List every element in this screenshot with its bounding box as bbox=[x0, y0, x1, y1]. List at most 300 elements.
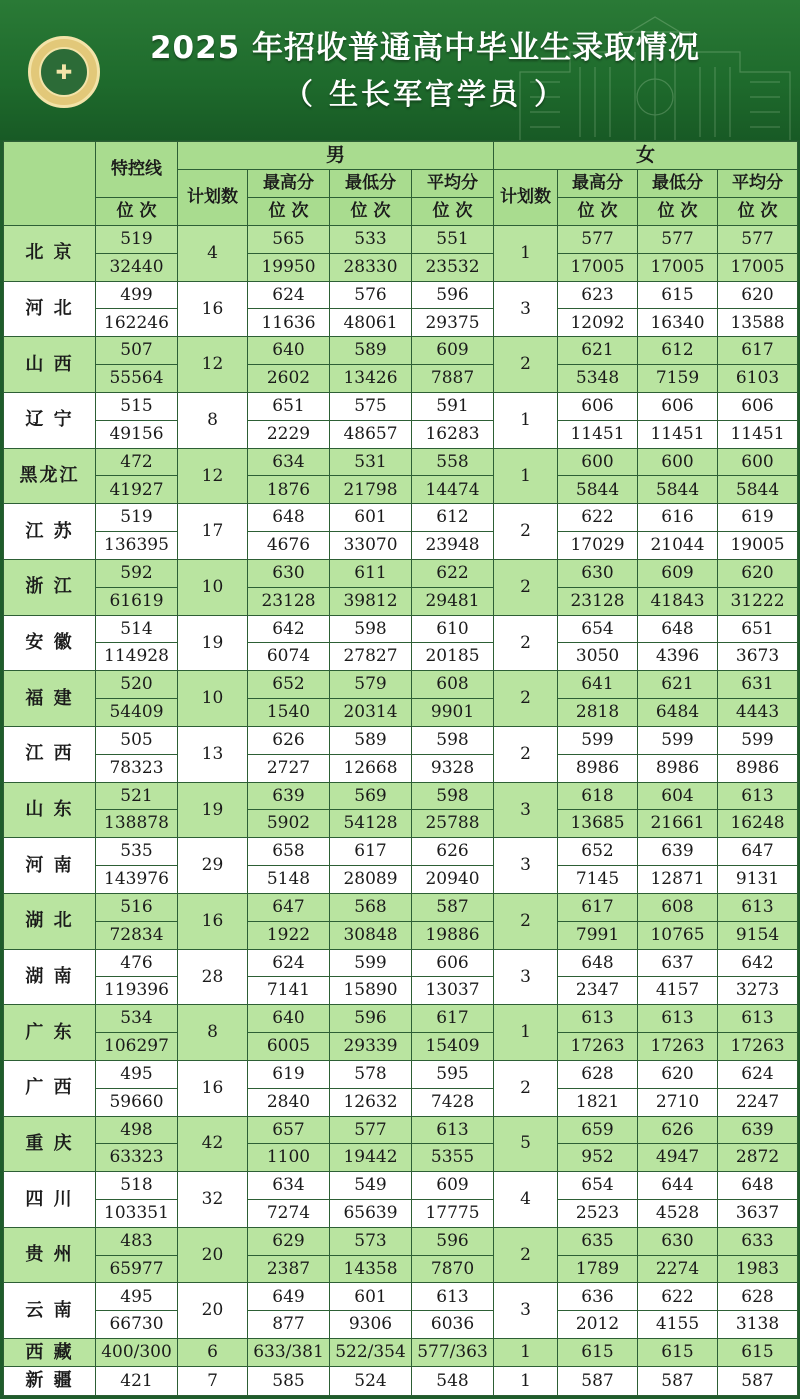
table-row-rank bbox=[4, 309, 798, 337]
male-min-cell: 577 bbox=[330, 1116, 412, 1144]
male-avg-rank-cell: 20185 bbox=[412, 643, 494, 671]
female-plan-cell: 3 bbox=[494, 281, 558, 337]
header bbox=[0, 0, 800, 140]
male-avg-rank-cell: 9328 bbox=[412, 754, 494, 782]
header-male-avg-rank: 位 次 bbox=[412, 198, 494, 226]
special-line-rank-cell: 138878 bbox=[96, 810, 178, 838]
female-plan-cell: 2 bbox=[494, 1227, 558, 1283]
female-max-rank-cell: 17029 bbox=[558, 532, 638, 560]
male-min-cell: 601 bbox=[330, 1283, 412, 1311]
female-max-cell: 648 bbox=[558, 949, 638, 977]
male-avg-cell: 558 bbox=[412, 448, 494, 476]
header-male-max: 最高分 bbox=[248, 170, 330, 198]
special-line-rank-cell: 41927 bbox=[96, 476, 178, 504]
male-plan-cell: 17 bbox=[178, 504, 248, 560]
province-cell: 西 藏 bbox=[4, 1339, 96, 1367]
admission-table-container bbox=[3, 141, 797, 1396]
female-min-rank-cell: 10765 bbox=[638, 921, 718, 949]
female-min-cell: 615 bbox=[638, 281, 718, 309]
female-min-rank-cell: 16340 bbox=[638, 309, 718, 337]
table-row-rank bbox=[4, 420, 798, 448]
male-max-cell: 634 bbox=[248, 1172, 330, 1200]
male-avg-rank-cell: 5355 bbox=[412, 1144, 494, 1172]
female-max-rank-cell: 7145 bbox=[558, 866, 638, 894]
province-cell: 湖 北 bbox=[4, 893, 96, 949]
male-plan-cell: 32 bbox=[178, 1172, 248, 1228]
table-row bbox=[4, 281, 798, 309]
special-line-rank-cell: 106297 bbox=[96, 1033, 178, 1061]
province-cell: 福 建 bbox=[4, 671, 96, 727]
header-male-plan: 计划数 bbox=[178, 170, 248, 226]
female-avg-rank-cell: 6103 bbox=[718, 365, 798, 393]
header-female: 女 bbox=[494, 142, 798, 170]
male-min-rank-cell: 21798 bbox=[330, 476, 412, 504]
female-min-cell: 613 bbox=[638, 1005, 718, 1033]
female-avg-rank-cell: 8986 bbox=[718, 754, 798, 782]
female-plan-cell: 3 bbox=[494, 949, 558, 1005]
header-male-min: 最低分 bbox=[330, 170, 412, 198]
male-min-rank-cell: 9306 bbox=[330, 1311, 412, 1339]
female-max-rank-cell: 17005 bbox=[558, 253, 638, 281]
male-max-rank-cell: 2727 bbox=[248, 754, 330, 782]
male-max-rank-cell: 1876 bbox=[248, 476, 330, 504]
male-plan-cell: 7 bbox=[178, 1367, 248, 1396]
province-cell: 江 苏 bbox=[4, 504, 96, 560]
province-cell: 浙 江 bbox=[4, 559, 96, 615]
table-row bbox=[4, 949, 798, 977]
female-avg-rank-cell: 1983 bbox=[718, 1255, 798, 1283]
table-row bbox=[4, 726, 798, 754]
province-cell: 江 西 bbox=[4, 726, 96, 782]
header-corner bbox=[4, 142, 96, 226]
female-max-cell: 599 bbox=[558, 726, 638, 754]
province-cell: 安 徽 bbox=[4, 615, 96, 671]
special-line-rank-cell: 78323 bbox=[96, 754, 178, 782]
province-cell: 四 川 bbox=[4, 1172, 96, 1228]
female-max-rank-cell: 2347 bbox=[558, 977, 638, 1005]
female-min-cell: 639 bbox=[638, 838, 718, 866]
header-male-min-rank: 位 次 bbox=[330, 198, 412, 226]
male-avg-rank-cell: 20940 bbox=[412, 866, 494, 894]
table-row-rank bbox=[4, 643, 798, 671]
male-plan-cell: 19 bbox=[178, 782, 248, 838]
province-cell: 湖 南 bbox=[4, 949, 96, 1005]
male-plan-cell: 12 bbox=[178, 337, 248, 393]
male-avg-rank-cell: 17775 bbox=[412, 1199, 494, 1227]
female-max-rank-cell: 23128 bbox=[558, 587, 638, 615]
female-min-rank-cell: 12871 bbox=[638, 866, 718, 894]
province-cell: 贵 州 bbox=[4, 1227, 96, 1283]
table-row-rank bbox=[4, 1199, 798, 1227]
special-line-cell: 514 bbox=[96, 615, 178, 643]
male-min-rank-cell: 48061 bbox=[330, 309, 412, 337]
male-max-rank-cell: 19950 bbox=[248, 253, 330, 281]
male-min-cell: 531 bbox=[330, 448, 412, 476]
special-line-rank-cell: 72834 bbox=[96, 921, 178, 949]
male-plan-cell: 29 bbox=[178, 838, 248, 894]
male-min-cell: 549 bbox=[330, 1172, 412, 1200]
female-max-cell: 652 bbox=[558, 838, 638, 866]
special-line-rank-cell: 119396 bbox=[96, 977, 178, 1005]
special-line-cell: 507 bbox=[96, 337, 178, 365]
male-min-cell: 599 bbox=[330, 949, 412, 977]
male-min-rank-cell: 13426 bbox=[330, 365, 412, 393]
male-min-rank-cell: 29339 bbox=[330, 1033, 412, 1061]
special-line-rank-cell: 49156 bbox=[96, 420, 178, 448]
male-plan-cell: 8 bbox=[178, 1005, 248, 1061]
female-avg-cell: 615 bbox=[718, 1339, 798, 1367]
female-plan-cell: 1 bbox=[494, 1005, 558, 1061]
female-max-cell: 606 bbox=[558, 392, 638, 420]
male-max-rank-cell: 11636 bbox=[248, 309, 330, 337]
male-max-rank-cell: 1922 bbox=[248, 921, 330, 949]
female-min-cell: 637 bbox=[638, 949, 718, 977]
female-min-rank-cell: 21044 bbox=[638, 532, 718, 560]
female-min-rank-cell: 41843 bbox=[638, 587, 718, 615]
male-max-cell: 642 bbox=[248, 615, 330, 643]
table-row-rank bbox=[4, 587, 798, 615]
male-max-cell: 629 bbox=[248, 1227, 330, 1255]
male-min-cell: 589 bbox=[330, 726, 412, 754]
male-min-rank-cell: 12668 bbox=[330, 754, 412, 782]
male-avg-rank-cell: 16283 bbox=[412, 420, 494, 448]
special-line-rank-cell: 66730 bbox=[96, 1311, 178, 1339]
table-row-rank bbox=[4, 1088, 798, 1116]
special-line-cell: 516 bbox=[96, 893, 178, 921]
table-row-rank bbox=[4, 1033, 798, 1061]
table-row bbox=[4, 1367, 798, 1396]
male-min-rank-cell: 20314 bbox=[330, 699, 412, 727]
male-max-cell: 648 bbox=[248, 504, 330, 532]
male-plan-cell: 10 bbox=[178, 559, 248, 615]
province-cell: 山 西 bbox=[4, 337, 96, 393]
university-emblem-icon: ✚ bbox=[28, 36, 100, 108]
female-avg-rank-cell: 17005 bbox=[718, 253, 798, 281]
female-plan-cell: 2 bbox=[494, 671, 558, 727]
special-line-cell: 505 bbox=[96, 726, 178, 754]
table-row-rank bbox=[4, 532, 798, 560]
male-min-cell: 617 bbox=[330, 838, 412, 866]
table-row bbox=[4, 1227, 798, 1255]
special-line-rank-cell: 143976 bbox=[96, 866, 178, 894]
female-min-rank-cell: 7159 bbox=[638, 365, 718, 393]
female-max-cell: 628 bbox=[558, 1060, 638, 1088]
male-max-cell: 647 bbox=[248, 893, 330, 921]
special-line-cell: 499 bbox=[96, 281, 178, 309]
female-min-rank-cell: 5844 bbox=[638, 476, 718, 504]
male-max-cell: 634 bbox=[248, 448, 330, 476]
female-avg-cell: 599 bbox=[718, 726, 798, 754]
female-max-cell: 654 bbox=[558, 615, 638, 643]
special-line-rank-cell: 114928 bbox=[96, 643, 178, 671]
male-plan-cell: 8 bbox=[178, 392, 248, 448]
male-min-rank-cell: 12632 bbox=[330, 1088, 412, 1116]
male-max-rank-cell: 2387 bbox=[248, 1255, 330, 1283]
male-avg-rank-cell: 23948 bbox=[412, 532, 494, 560]
province-cell: 重 庆 bbox=[4, 1116, 96, 1172]
male-avg-cell: 622 bbox=[412, 559, 494, 587]
male-min-cell: 576 bbox=[330, 281, 412, 309]
province-cell: 辽 宁 bbox=[4, 392, 96, 448]
male-min-cell: 579 bbox=[330, 671, 412, 699]
male-max-rank-cell: 23128 bbox=[248, 587, 330, 615]
female-min-cell: 622 bbox=[638, 1283, 718, 1311]
header-female-plan: 计划数 bbox=[494, 170, 558, 226]
female-max-rank-cell: 1789 bbox=[558, 1255, 638, 1283]
female-min-cell: 644 bbox=[638, 1172, 718, 1200]
female-avg-cell: 633 bbox=[718, 1227, 798, 1255]
male-min-rank-cell: 65639 bbox=[330, 1199, 412, 1227]
female-max-cell: 617 bbox=[558, 893, 638, 921]
female-plan-cell: 3 bbox=[494, 838, 558, 894]
header-male-avg: 平均分 bbox=[412, 170, 494, 198]
male-min-rank-cell: 28330 bbox=[330, 253, 412, 281]
male-avg-rank-cell: 13037 bbox=[412, 977, 494, 1005]
male-avg-cell: 595 bbox=[412, 1060, 494, 1088]
table-row-rank bbox=[4, 921, 798, 949]
female-min-rank-cell: 2710 bbox=[638, 1088, 718, 1116]
female-plan-cell: 5 bbox=[494, 1116, 558, 1172]
female-max-rank-cell: 12092 bbox=[558, 309, 638, 337]
special-line-rank-cell: 59660 bbox=[96, 1088, 178, 1116]
male-min-cell: 575 bbox=[330, 392, 412, 420]
female-plan-cell: 3 bbox=[494, 782, 558, 838]
female-avg-rank-cell: 4443 bbox=[718, 699, 798, 727]
male-max-cell: 565 bbox=[248, 226, 330, 254]
male-max-rank-cell: 6005 bbox=[248, 1033, 330, 1061]
male-min-rank-cell: 33070 bbox=[330, 532, 412, 560]
male-min-cell: 568 bbox=[330, 893, 412, 921]
female-avg-cell: 620 bbox=[718, 559, 798, 587]
female-avg-rank-cell: 13588 bbox=[718, 309, 798, 337]
table-row-rank bbox=[4, 476, 798, 504]
male-max-rank-cell: 877 bbox=[248, 1311, 330, 1339]
female-avg-cell: 642 bbox=[718, 949, 798, 977]
female-plan-cell: 2 bbox=[494, 615, 558, 671]
male-avg-cell: 587 bbox=[412, 893, 494, 921]
male-avg-cell: 609 bbox=[412, 337, 494, 365]
male-avg-cell: 613 bbox=[412, 1283, 494, 1311]
female-min-rank-cell: 6484 bbox=[638, 699, 718, 727]
female-avg-rank-cell: 3273 bbox=[718, 977, 798, 1005]
special-line-cell: 534 bbox=[96, 1005, 178, 1033]
female-avg-cell: 600 bbox=[718, 448, 798, 476]
female-max-rank-cell: 5844 bbox=[558, 476, 638, 504]
female-max-rank-cell: 5348 bbox=[558, 365, 638, 393]
male-min-cell: 598 bbox=[330, 615, 412, 643]
female-min-rank-cell: 4528 bbox=[638, 1199, 718, 1227]
female-min-rank-cell: 8986 bbox=[638, 754, 718, 782]
female-plan-cell: 3 bbox=[494, 1283, 558, 1339]
female-avg-rank-cell: 9131 bbox=[718, 866, 798, 894]
female-min-cell: 609 bbox=[638, 559, 718, 587]
header-female-avg: 平均分 bbox=[718, 170, 798, 198]
special-line-cell: 535 bbox=[96, 838, 178, 866]
male-avg-cell: 613 bbox=[412, 1116, 494, 1144]
male-avg-cell: 551 bbox=[412, 226, 494, 254]
special-line-cell: 472 bbox=[96, 448, 178, 476]
female-min-cell: 630 bbox=[638, 1227, 718, 1255]
male-max-rank-cell: 7274 bbox=[248, 1199, 330, 1227]
female-min-rank-cell: 21661 bbox=[638, 810, 718, 838]
female-min-cell: 615 bbox=[638, 1339, 718, 1367]
female-max-rank-cell: 2523 bbox=[558, 1199, 638, 1227]
female-avg-cell: 619 bbox=[718, 504, 798, 532]
male-avg-cell: 548 bbox=[412, 1367, 494, 1396]
male-max-cell: 633/381 bbox=[248, 1339, 330, 1367]
province-cell: 北 京 bbox=[4, 226, 96, 282]
female-min-cell: 620 bbox=[638, 1060, 718, 1088]
table-row bbox=[4, 337, 798, 365]
header-male: 男 bbox=[178, 142, 494, 170]
table-row-rank bbox=[4, 1144, 798, 1172]
female-plan-cell: 2 bbox=[494, 1060, 558, 1116]
male-max-rank-cell: 5148 bbox=[248, 866, 330, 894]
male-min-cell: 524 bbox=[330, 1367, 412, 1396]
female-plan-cell: 1 bbox=[494, 1339, 558, 1367]
female-avg-cell: 631 bbox=[718, 671, 798, 699]
special-line-rank-cell: 54409 bbox=[96, 699, 178, 727]
female-max-rank-cell: 11451 bbox=[558, 420, 638, 448]
special-line-rank-cell: 136395 bbox=[96, 532, 178, 560]
female-min-rank-cell: 17263 bbox=[638, 1033, 718, 1061]
male-max-cell: 649 bbox=[248, 1283, 330, 1311]
female-avg-rank-cell: 11451 bbox=[718, 420, 798, 448]
male-plan-cell: 20 bbox=[178, 1283, 248, 1339]
female-min-cell: 600 bbox=[638, 448, 718, 476]
province-cell: 广 西 bbox=[4, 1060, 96, 1116]
male-min-cell: 533 bbox=[330, 226, 412, 254]
male-max-cell: 626 bbox=[248, 726, 330, 754]
male-plan-cell: 10 bbox=[178, 671, 248, 727]
special-line-rank-cell: 162246 bbox=[96, 309, 178, 337]
male-max-rank-cell: 1540 bbox=[248, 699, 330, 727]
special-line-rank-cell: 63323 bbox=[96, 1144, 178, 1172]
female-avg-cell: 577 bbox=[718, 226, 798, 254]
province-cell: 河 南 bbox=[4, 838, 96, 894]
male-min-rank-cell: 30848 bbox=[330, 921, 412, 949]
female-max-rank-cell: 1821 bbox=[558, 1088, 638, 1116]
table-row bbox=[4, 1283, 798, 1311]
female-max-cell: 613 bbox=[558, 1005, 638, 1033]
header-special-rank: 位 次 bbox=[96, 198, 178, 226]
male-max-cell: 640 bbox=[248, 1005, 330, 1033]
female-max-rank-cell: 7991 bbox=[558, 921, 638, 949]
female-min-rank-cell: 2274 bbox=[638, 1255, 718, 1283]
header-female-max: 最高分 bbox=[558, 170, 638, 198]
female-avg-rank-cell: 3637 bbox=[718, 1199, 798, 1227]
header-female-max-rank: 位 次 bbox=[558, 198, 638, 226]
male-min-cell: 601 bbox=[330, 504, 412, 532]
female-avg-cell: 606 bbox=[718, 392, 798, 420]
special-line-cell: 498 bbox=[96, 1116, 178, 1144]
header-female-min: 最低分 bbox=[638, 170, 718, 198]
table-row bbox=[4, 671, 798, 699]
male-max-rank-cell: 5902 bbox=[248, 810, 330, 838]
female-min-rank-cell: 4155 bbox=[638, 1311, 718, 1339]
male-plan-cell: 4 bbox=[178, 226, 248, 282]
female-max-cell: 636 bbox=[558, 1283, 638, 1311]
special-line-cell: 400/300 bbox=[96, 1339, 178, 1367]
male-avg-cell: 626 bbox=[412, 838, 494, 866]
male-max-cell: 639 bbox=[248, 782, 330, 810]
male-plan-cell: 12 bbox=[178, 448, 248, 504]
male-avg-rank-cell: 7428 bbox=[412, 1088, 494, 1116]
male-min-rank-cell: 14358 bbox=[330, 1255, 412, 1283]
female-max-rank-cell: 3050 bbox=[558, 643, 638, 671]
male-plan-cell: 13 bbox=[178, 726, 248, 782]
male-max-cell: 658 bbox=[248, 838, 330, 866]
province-cell: 河 北 bbox=[4, 281, 96, 337]
female-avg-rank-cell: 2872 bbox=[718, 1144, 798, 1172]
special-line-cell: 483 bbox=[96, 1227, 178, 1255]
table-row bbox=[4, 448, 798, 476]
special-line-cell: 519 bbox=[96, 504, 178, 532]
male-max-cell: 652 bbox=[248, 671, 330, 699]
page-subtitle: （ 生长军官学员 ） bbox=[283, 77, 567, 111]
special-line-rank-cell: 61619 bbox=[96, 587, 178, 615]
male-avg-cell: 598 bbox=[412, 726, 494, 754]
female-max-cell: 654 bbox=[558, 1172, 638, 1200]
female-avg-cell: 613 bbox=[718, 1005, 798, 1033]
header-female-min-rank: 位 次 bbox=[638, 198, 718, 226]
female-avg-rank-cell: 9154 bbox=[718, 921, 798, 949]
header-female-avg-rank: 位 次 bbox=[718, 198, 798, 226]
female-max-cell: 622 bbox=[558, 504, 638, 532]
female-min-cell: 616 bbox=[638, 504, 718, 532]
female-avg-cell: 620 bbox=[718, 281, 798, 309]
table-row-rank bbox=[4, 810, 798, 838]
male-plan-cell: 28 bbox=[178, 949, 248, 1005]
female-avg-cell: 617 bbox=[718, 337, 798, 365]
female-plan-cell: 1 bbox=[494, 448, 558, 504]
male-avg-cell: 591 bbox=[412, 392, 494, 420]
female-max-cell: 600 bbox=[558, 448, 638, 476]
male-avg-cell: 596 bbox=[412, 1227, 494, 1255]
male-avg-rank-cell: 7870 bbox=[412, 1255, 494, 1283]
female-avg-rank-cell: 3673 bbox=[718, 643, 798, 671]
table-row-rank bbox=[4, 365, 798, 393]
male-min-cell: 596 bbox=[330, 1005, 412, 1033]
male-max-cell: 624 bbox=[248, 949, 330, 977]
female-max-cell: 587 bbox=[558, 1367, 638, 1396]
male-avg-cell: 596 bbox=[412, 281, 494, 309]
table-row bbox=[4, 1339, 798, 1367]
male-avg-cell: 609 bbox=[412, 1172, 494, 1200]
table-row bbox=[4, 615, 798, 643]
male-avg-rank-cell: 6036 bbox=[412, 1311, 494, 1339]
female-max-cell: 641 bbox=[558, 671, 638, 699]
female-avg-cell: 613 bbox=[718, 893, 798, 921]
male-max-rank-cell: 2840 bbox=[248, 1088, 330, 1116]
special-line-cell: 515 bbox=[96, 392, 178, 420]
female-max-cell: 623 bbox=[558, 281, 638, 309]
male-plan-cell: 42 bbox=[178, 1116, 248, 1172]
male-max-rank-cell: 4676 bbox=[248, 532, 330, 560]
male-min-rank-cell: 27827 bbox=[330, 643, 412, 671]
male-plan-cell: 16 bbox=[178, 893, 248, 949]
female-min-rank-cell: 17005 bbox=[638, 253, 718, 281]
special-line-cell: 476 bbox=[96, 949, 178, 977]
female-avg-rank-cell: 5844 bbox=[718, 476, 798, 504]
page-title: 2025 年招收普通高中毕业生录取情况 bbox=[149, 30, 701, 66]
male-max-rank-cell: 6074 bbox=[248, 643, 330, 671]
female-min-rank-cell: 4157 bbox=[638, 977, 718, 1005]
female-max-rank-cell: 2012 bbox=[558, 1311, 638, 1339]
table-row-rank bbox=[4, 754, 798, 782]
male-avg-cell: 598 bbox=[412, 782, 494, 810]
male-avg-cell: 577/363 bbox=[412, 1339, 494, 1367]
